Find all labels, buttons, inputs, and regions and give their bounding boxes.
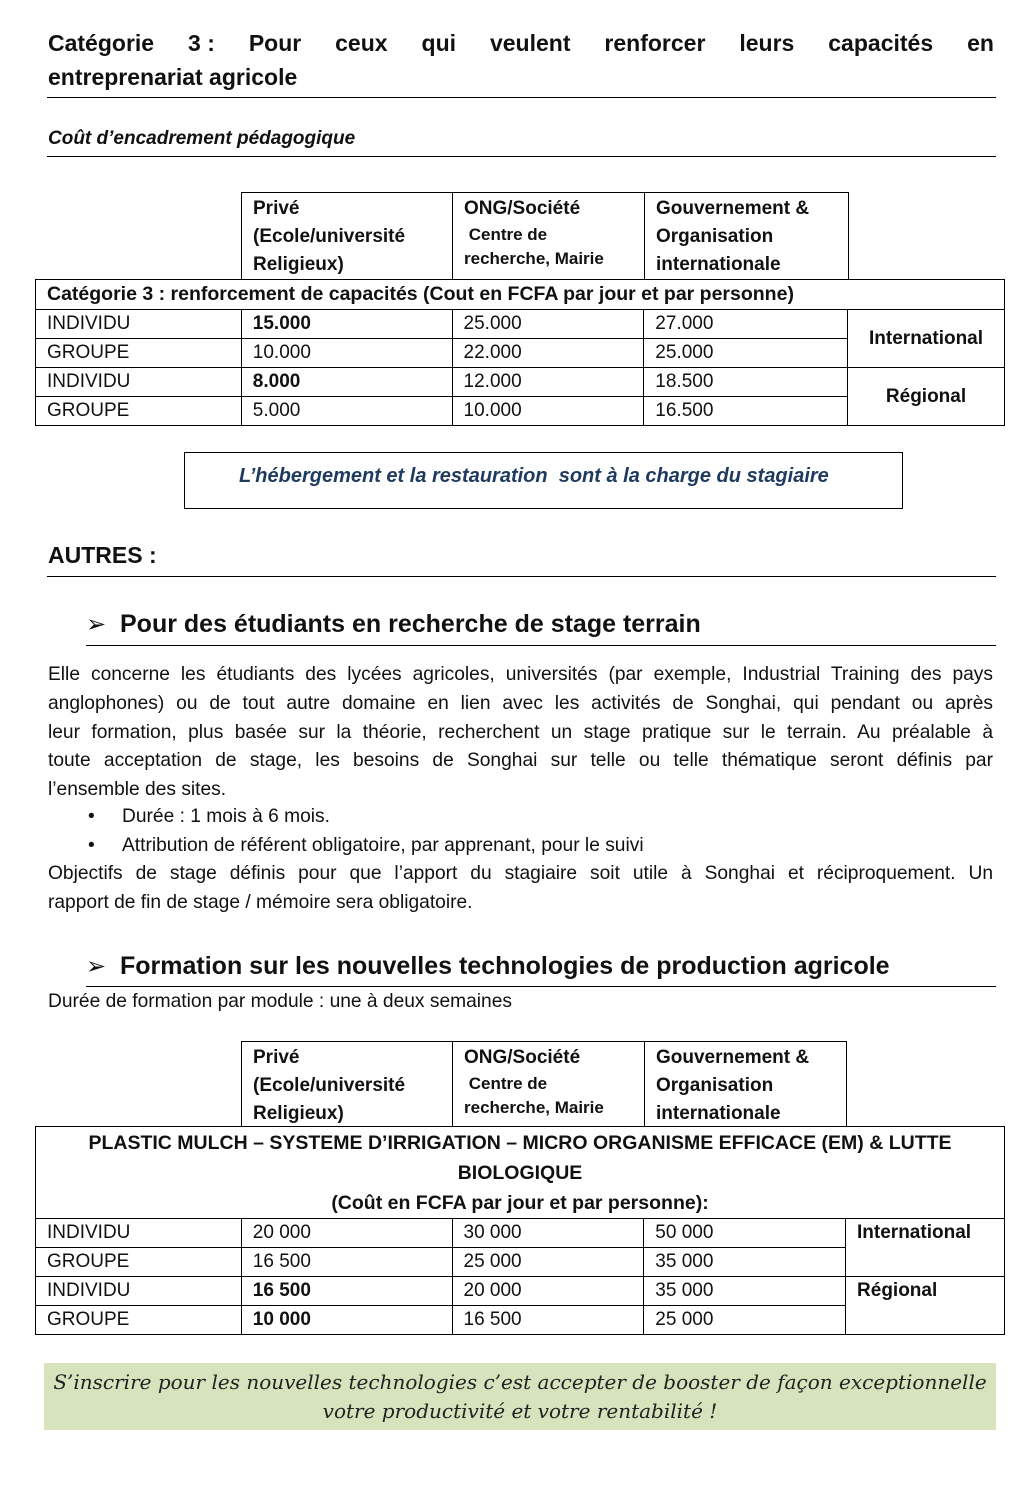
table1-cell-type: GROUPE: [36, 339, 242, 368]
table2-cell-ong: 30 000: [452, 1219, 644, 1248]
section1-divider: [86, 645, 996, 646]
table1-cell-type: INDIVIDU: [36, 368, 242, 397]
heading-divider: [47, 97, 996, 98]
table1-cell-ong: 25.000: [452, 310, 644, 339]
table2-cell-prive: 16 500: [241, 1277, 452, 1306]
table2-cell-prive: 16 500: [241, 1248, 452, 1277]
bullet-icon: •: [88, 835, 95, 856]
section2-duration: Durée de formation par module : une à deux semaines: [48, 991, 512, 1012]
table2-header-gouv: Gouvernement & Organisation internationale: [644, 1041, 847, 1126]
autres-divider: [47, 576, 996, 577]
table1-cell-gouv: 25.000: [644, 339, 848, 368]
category-heading-line1: Catégorie 3 : Pour ceux qui veulent renforcer leurs capacités en: [48, 30, 994, 56]
table1-header-prive: Privé (Ecole/université Religieux): [241, 192, 453, 279]
table2-cell-ong: 16 500: [452, 1306, 644, 1335]
table-row: [36, 310, 1005, 339]
subtitle-divider: [47, 156, 996, 157]
table1: [35, 279, 1005, 426]
list-item: • Attribution de référent obligatoire, par apprenant, pour le suivi: [88, 832, 788, 861]
section2-title: ➢ Formation sur les nouvelles technologies de production agricole: [86, 952, 890, 980]
table2-cell-prive: 20 000: [241, 1219, 452, 1248]
table1-cell-gouv: 27.000: [644, 310, 848, 339]
table2-header-ong: ONG/Société Centre de recherche, Mairie: [452, 1041, 645, 1126]
section1-objectives: Objectifs de stage définis pour que l’apport du stagiaire soit utile à Songhai et réciproquement. Un rapport de fin de stage / mémoire sera obligatoire.: [48, 863, 993, 913]
list-item: • Durée : 1 mois à 6 mois.: [88, 803, 688, 832]
table-row: [36, 1277, 1005, 1306]
table2-cell-type: GROUPE: [36, 1248, 242, 1277]
table1-cell-type: INDIVIDU: [36, 310, 242, 339]
table1-scope-regional: Régional: [848, 368, 1005, 426]
table2-cell-prive: 10 000: [241, 1306, 452, 1335]
table2-cell-type: INDIVIDU: [36, 1219, 242, 1248]
table1-cell-prive: 5.000: [241, 397, 452, 426]
table2-cell-type: INDIVIDU: [36, 1277, 242, 1306]
table-row: [36, 1219, 1005, 1248]
category-heading-line2: entreprenariat agricole: [48, 64, 298, 90]
table1-cell-type: GROUPE: [36, 397, 242, 426]
category-heading: [48, 26, 994, 94]
table2-cell-gouv: 35 000: [644, 1248, 846, 1277]
table1-cell-prive: 15.000: [241, 310, 452, 339]
table1-cell-ong: 12.000: [452, 368, 644, 397]
table2-cell-ong: 25 000: [452, 1248, 644, 1277]
table2-cell-type: GROUPE: [36, 1306, 242, 1335]
table1-cell-ong: 10.000: [452, 397, 644, 426]
table2-header-prive: Privé (Ecole/université Religieux): [241, 1041, 453, 1126]
footer-note: S’inscrire pour les nouvelles technologies c’est accepter de booster de façon exceptionnelle votre productivité et votre rentabilité !: [44, 1363, 996, 1430]
table2-cell-gouv: 25 000: [644, 1306, 846, 1335]
table1-scope-international: International: [848, 310, 1005, 368]
lodging-note: L’hébergement et la restauration sont à la charge du stagiaire: [184, 452, 903, 509]
table2-scope-international: International: [846, 1219, 1005, 1277]
table2-cell-gouv: 35 000: [644, 1277, 846, 1306]
table2-scope-regional: Régional: [846, 1277, 1005, 1335]
autres-heading: AUTRES :: [48, 542, 157, 568]
section2-divider: [86, 986, 996, 987]
arrow-bullet-icon: ➢: [86, 611, 107, 638]
section1-paragraph: Elle concerne les étudiants des lycées agricoles, universités (par exemple, Industrial Training des pays anglophones) ou de tout autre domaine en lien avec les activités de Songhai, qui pendant ou après leur formation, plus basée sur la théorie, recherchent un stage pratique sur le terrain. Au préalable à toute acceptation de stage, les besoins de Songhai sur telle ou telle thématique seront définis par l’ensemble des sites.: [48, 664, 993, 801]
section1-title: ➢ Pour des étudiants en recherche de stage terrain: [86, 610, 701, 638]
table2-cell-ong: 20 000: [452, 1277, 644, 1306]
table1-cell-prive: 8.000: [241, 368, 452, 397]
table1-cell-prive: 10.000: [241, 339, 452, 368]
bullet-icon: •: [88, 806, 95, 827]
table-row: [36, 368, 1005, 397]
table2-cell-gouv: 50 000: [644, 1219, 846, 1248]
table1-header-ong: ONG/Société Centre de recherche, Mairie: [452, 192, 645, 279]
table1-cell-gouv: 18.500: [644, 368, 848, 397]
table2-caption: PLASTIC MULCH – SYSTEME D’IRRIGATION – MICRO ORGANISME EFFICACE (EM) & LUTTE BIOLOGIQUE (Coût en FCFA par jour et par personne):: [36, 1127, 1005, 1219]
table2: [35, 1126, 1005, 1335]
table1-header-gouv: Gouvernement & Organisation internationale: [644, 192, 849, 279]
table1-cell-gouv: 16.500: [644, 397, 848, 426]
arrow-bullet-icon: ➢: [86, 953, 107, 980]
table1-caption: Catégorie 3 : renforcement de capacités (Cout en FCFA par jour et par personne): [36, 280, 1005, 310]
table1-cell-ong: 22.000: [452, 339, 644, 368]
subtitle: Coût d’encadrement pédagogique: [48, 128, 356, 149]
